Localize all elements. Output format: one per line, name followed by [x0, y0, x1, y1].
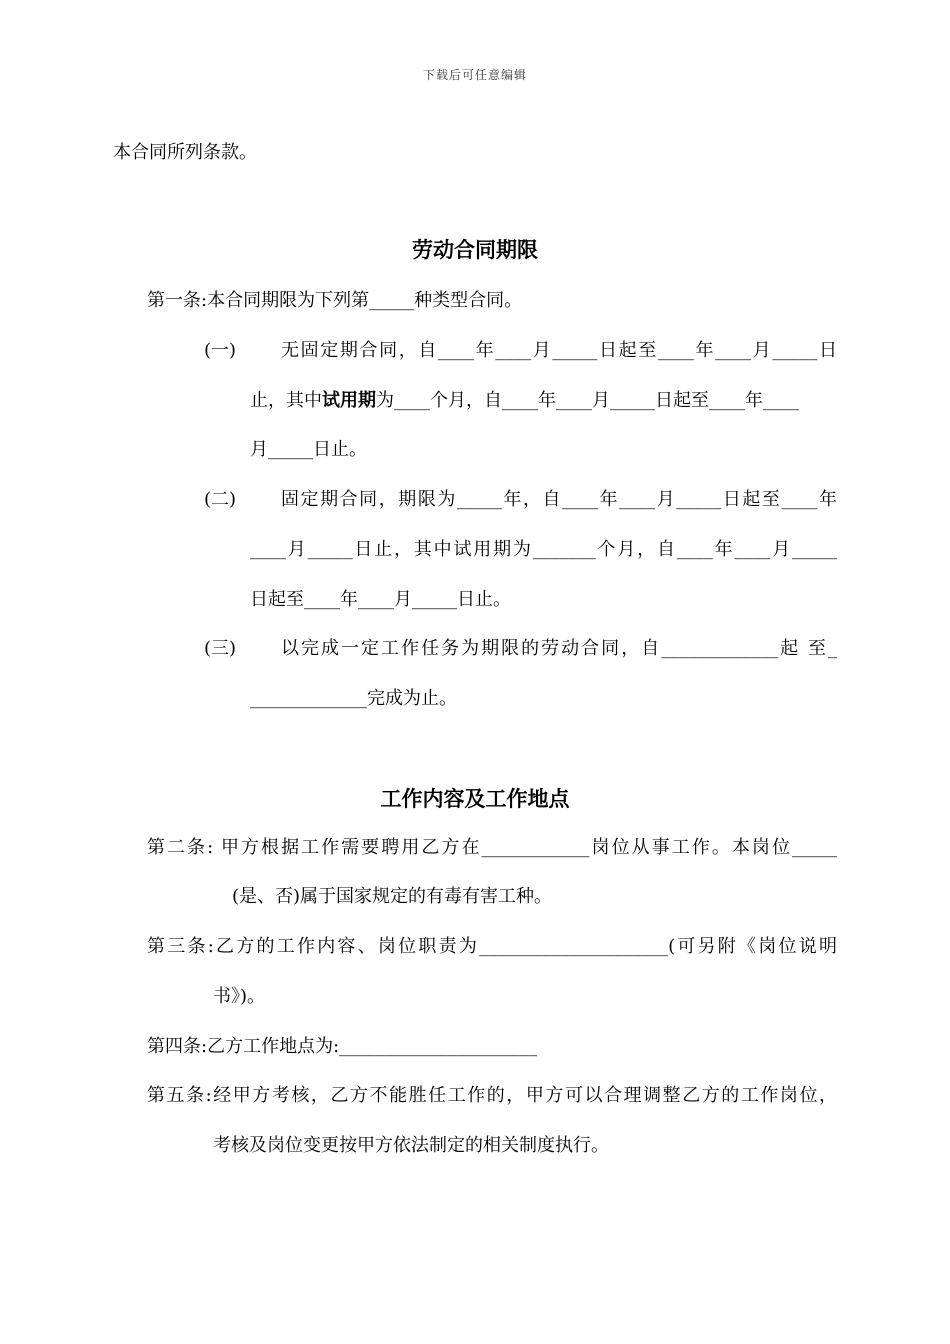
item-2-line-1: 固定期合同，期限为_____年，自____年____月_____日起至____年 [281, 489, 837, 510]
item-1-line-1: 无固定期合同，自____年____月_____日起至____年____月_____日 [281, 340, 837, 361]
section-title-contract-term: 劳动合同期限 [412, 237, 538, 262]
header-note: 下载后可任意编辑 [422, 68, 527, 82]
probation-term-bold: 试用期 [322, 390, 376, 411]
article-2-line-1: 第二条: 甲方根据工作需要聘用乙方在____________岗位从事工作。本岗位_____ [147, 837, 837, 858]
section-title-work-content: 工作内容及工作地点 [380, 786, 570, 811]
item-1-line-2-b: 为____个月，自____年____月_____日起至____年____ [376, 390, 799, 411]
article-5-line-2: 考核及岗位变更按甲方依法制定的相关制度执行。 [213, 1135, 609, 1156]
item-2-line-2: ____月_____日止，其中试用期为_______个月，自____年____月_____ [250, 539, 837, 560]
intro-text: 本合同所列条款。 [113, 142, 257, 163]
item-3-line-1: 以完成一定工作任务为期限的劳动合同，自_____________起 至_ [281, 638, 837, 659]
article-3-line-1: 第三条:乙方的工作内容、岗位职责为_____________________(可另附《岗位说明 [147, 936, 837, 957]
item-2-line-3: 日起至____年____月_____日止。 [250, 589, 511, 610]
article-4: 第四条:乙方工作地点为:______________________ [147, 1036, 538, 1057]
item-1-line-2 [250, 389, 799, 413]
item-1-label: (一) [204, 340, 237, 361]
article-5-line-1: 第五条:经甲方考核，乙方不能胜任工作的，甲方可以合理调整乙方的工作岗位， [147, 1085, 837, 1106]
item-2-label: (二) [204, 489, 237, 510]
item-3-line-2: _____________完成为止。 [250, 688, 457, 709]
item-3-label: (三) [204, 638, 237, 659]
article-3-line-2: 书》)。 [213, 986, 266, 1007]
article-1: 第一条:本合同期限为下列第_____种类型合同。 [147, 290, 523, 311]
article-2-line-2: (是、否)属于国家规定的有毒有害工种。 [232, 886, 553, 907]
item-1-line-2-a: 止，其中 [250, 390, 322, 411]
item-1-line-3: 月_____日止。 [250, 439, 367, 460]
